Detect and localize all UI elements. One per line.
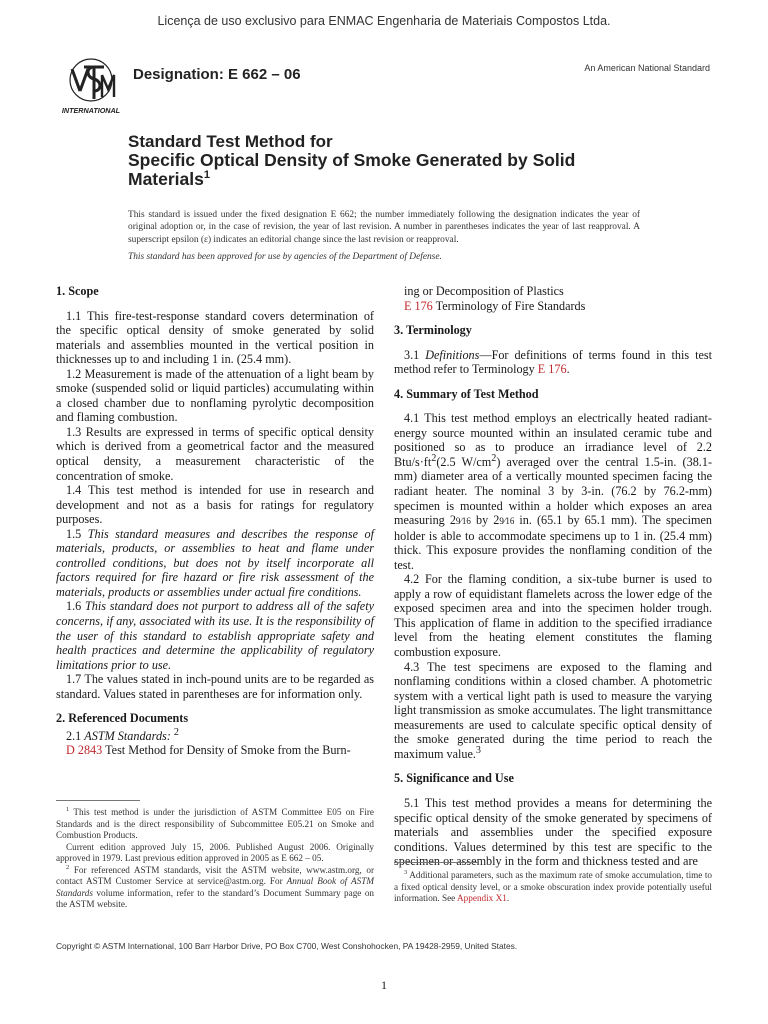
referenced-documents-heading: 2. Referenced Documents	[56, 711, 189, 726]
document-title	[128, 133, 668, 189]
scope-heading: 1. Scope	[56, 284, 99, 298]
para-1-1: 1.1 This fire-test-response standard covers determination of the specific optical density of smoke generated by solid materials and assemblies mounted in the vertical position in thicknesses up to and including 1 in. (25.4 mm).	[56, 308, 374, 367]
footnote-1: $^1$ This test method is under the jurisdiction of ASTM Committee E05 on Fire Standards and is the direct responsibility of Subcommittee E05.21 on Smoke and Combustion Products.	[56, 805, 374, 840]
left-column	[56, 284, 374, 758]
title-line-3: Materials$^1$	[128, 169, 210, 189]
e176-link-2[interactable]: E 176	[537, 362, 567, 377]
para-1-5: 1.5 This standard measures and describes the response of materials, products, or assemblies to heat and flame under controlled conditions, but does not by itself incorporate all factors required for fire hazard or fire risk assessment of the materials, products or assemblies under actual fire conditions.	[56, 526, 374, 599]
para-4-2: 4.2 For the flaming condition, a six-tube burner is used to apply a row of equidistant flamelets across the lower edge of the exposed specimen area and into the specimen holder trough. This application of flame in addition to the specified irradiance level from the heating element constitutes the flaming combustion exposure.	[394, 572, 712, 660]
para-2-1: 2.1 ASTM Standards: $^2$	[66, 726, 179, 743]
para-4-1: 4.1 This test method employs an electrically heated radiant-energy source mounted within an insulated ceramic tube and positioned so as to produce an irradiance level of 2.2 Btu/$s\cdot ft^2(2.5$ $W/cm^2$) averaged over the central 1.5-in. (38.1-mm) diameter area of a vertically mounted specimen facing the radiant heater. The nominal 3 by 3-in. (76.2 by 76.2-mm) specimen is mounted within a holder which exposes an area measuring 29⁄16 by 29⁄16 in. (65.1 by 65.1 mm). The specimen holder is able to accommodate specimens up to 1 in. (25.4 mm) thick. This exposure provides the nonflaming condition of the test.	[394, 411, 713, 572]
para-1-4: 1.4 This test method is intended for use in research and development and not as a basis for ratings for regulatory purposes.	[56, 483, 374, 527]
title-footnote-ref: 1	[203, 169, 210, 182]
appendix-x1-link[interactable]: Appendix X1	[457, 893, 507, 903]
para-1-6: 1.6 This standard does not purport to address all of the safety concerns, if any, associated with its use. It is the responsibility of the user of this standard to establish appropriate safety and health practices and determine the applicability of regulatory limitations prior to use.	[56, 599, 375, 672]
license-header: Licença de uso exclusivo para ENMAC Engenharia de Materiais Compostos Ltda.	[157, 14, 611, 28]
right-column	[394, 284, 712, 869]
d2843-link[interactable]: D 2843	[66, 743, 103, 758]
dod-note: This standard has been approved for use by agencies of the Department of Defense.	[128, 252, 442, 262]
logo-wordmark: INTERNATIONAL	[61, 106, 121, 115]
copyright-footer: Copyright © ASTM International, 100 Barr Harbor Drive, PO Box C700, West Conshohocken, PA 19428-2959, United States.	[56, 941, 518, 951]
para-5-1: 5.1 This test method provides a means for determining the specific optical density of the smoke generated by specimens of materials and assemblies under the specified exposure conditions. Values determined by this test are specific to the specimen or assembly in the form and thickness tested and are	[394, 795, 712, 869]
summary-heading: 4. Summary of Test Method	[394, 386, 539, 401]
designation: Designation: E 662 – 06	[133, 66, 301, 83]
page-number: 1	[381, 978, 387, 992]
para-1-7: 1.7 The values stated in inch-pound units are to be regarded as standard. Values stated in parentheses are for information only.	[56, 672, 374, 701]
left-footnotes	[56, 800, 374, 911]
ref-d2843-continued: ing or Decomposition of Plastics	[404, 284, 564, 298]
american-national-standard-label: An American National Standard	[584, 63, 710, 73]
footnote-1-edition: Current edition approved July 15, 2006. Published August 2006. Originally approved in 1979. Last previous edition approved in 2005 as E 662 – 05.	[56, 841, 374, 863]
footnote-rule	[56, 800, 140, 801]
ref-d2843: D 2843 Test Method for Density of Smoke from the Burn-	[66, 743, 351, 758]
para-4-3: 4.3 The test specimens are exposed to the flaming and nonflaming conditions within a closed chamber. A photometric system with a vertical light path is used to measure the varying light transmission as smoke accumulates. The light transmittance measurements are used to calculate specific optical density of the smoke generated during the time period to reach the maximum value.$^3$	[394, 659, 712, 761]
issue-note: This standard is issued under the fixed designation E 662; the number immediately following the designation indicates the year of original adoption or, in the case of revision, the year of last revision. A number in parentheses indicates the year of last reapproval. A superscript epsilon (ε) indicates an editorial change since the last revision or reapproval.	[128, 210, 640, 245]
astm-logo	[58, 55, 124, 117]
title-line-2: Specific Optical Density of Smoke Generated by Solid	[128, 150, 576, 170]
para-1-3: 1.3 Results are expressed in terms of specific optical density which is derived from a geometrical factor and the measured optical density, a measurement characteristic of the concentration of smoke.	[56, 424, 374, 483]
footnote-2: $^2$ For referenced ASTM standards, visit the ASTM website, www.astm.org, or contact ASTM Customer Service at service@astm.org. For Annual Book of ASTM Standards volume information, refer to the standard’s Document Summary page on the ASTM website.	[56, 863, 375, 909]
right-footnotes	[394, 862, 712, 905]
para-1-2: 1.2 Measurement is made of the attenuation of a light beam by smoke (suspended solid or liquid particles) accumulating within a closed chamber due to nonflaming pyrolytic decomposition and flaming combustion.	[56, 366, 374, 425]
footnote-3: $^3$ Additional parameters, such as the maximum rate of smoke accumulation, time to a fixed optical density level, or a smoke obscuration index provide potentially useful information. See Appendix X1.	[394, 868, 712, 903]
para-3-1: 3.1 Definitions—For definitions of terms found in this test method refer to Terminology E 176.	[394, 347, 712, 377]
terminology-heading: 3. Terminology	[394, 323, 472, 338]
ref-e176: E 176 Terminology of Fire Standards	[404, 298, 586, 313]
e176-link[interactable]: E 176	[404, 298, 433, 313]
title-line-1: Standard Test Method for	[128, 132, 333, 151]
footnote-rule-right	[394, 862, 478, 863]
significance-heading: 5. Significance and Use	[394, 771, 514, 786]
